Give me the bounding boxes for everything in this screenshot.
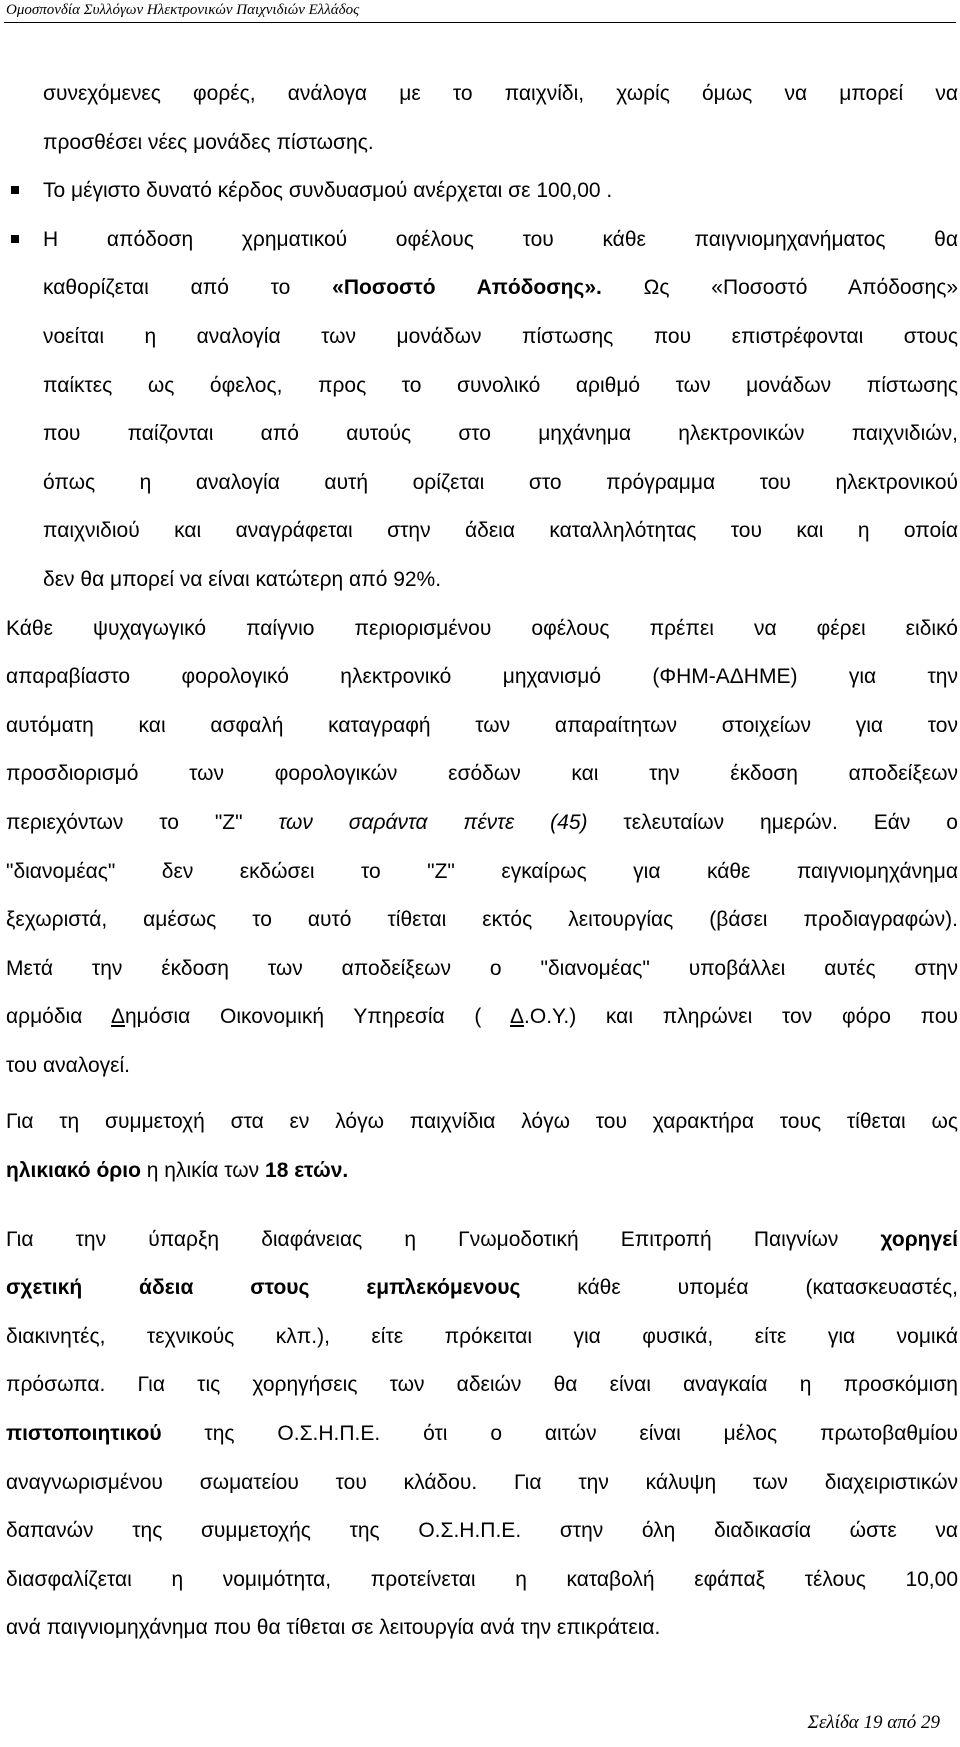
text-line: απαραβίαστο φορολογικό ηλεκτρονικό μηχανισμό (ΦΗΜ-ΑΔΗΜΕ) για την	[6, 665, 958, 689]
underlined-letter: Δ	[510, 1005, 525, 1029]
text-line: Κάθε ψυχαγωγικό παίγνιο περιορισμένου οφέλους πρέπει να φέρει ειδικό	[6, 616, 958, 640]
text-line	[6, 1147, 958, 1196]
text-line: Μετά την έκδοση των αποδείξεων ο "διανομέας" υποβάλλει αυτές στην	[6, 956, 958, 980]
bullet-text: Η απόδοση χρηματικού οφέλους του κάθε παιγνιομηχανήματος θα	[43, 227, 958, 251]
text-run: καθορίζεται από το	[43, 276, 333, 300]
text-line: ξεχωριστά, αμέσως το αυτό τίθεται εκτός λειτουργίας (βάσει προδιαγραφών).	[6, 908, 958, 932]
italic-run: των σαράντα πέντε (45)	[278, 810, 588, 834]
text-line: νοείται η αναλογία των μονάδων πίστωσης που επιστρέφονται στους	[43, 324, 958, 348]
text-line: διασφαλίζεται η νομιμότητα, προτείνεται η καταβολή εφάπαξ τέλους 10,00	[6, 1567, 958, 1591]
text-line	[6, 264, 958, 313]
text-line: συνεχόμενες φορές, ανάλογα με το παιχνίδι, χωρίς όμως να μπορεί να	[43, 82, 958, 105]
text-line: παιχνιδιού και αναγράφεται στην άδεια καταλληλότητας του και η οποία	[43, 519, 958, 543]
text-line	[6, 1264, 958, 1313]
text-line: του αναλογεί.	[6, 1053, 131, 1077]
text-line: διακινητές, τεχνικούς κλπ.), είτε πρόκειται για φυσικά, είτε για νομικά	[6, 1324, 958, 1348]
text-run: περιεχόντων το "Ζ"	[6, 810, 279, 834]
text-line: όπως η αναλογία αυτή ορίζεται στο πρόγραμμα του ηλεκτρονικού	[43, 470, 958, 494]
bullet-max-gain	[6, 167, 958, 216]
text-line: Για τη συμμετοχή στα εν λόγω παιχνίδια λόγω του χαρακτήρα τους τίθεται ως	[6, 1110, 958, 1134]
text-line: προσθέσει νέες μονάδες πίστωσης.	[43, 130, 374, 154]
bold-term: χορηγεί	[880, 1227, 958, 1251]
bold-term: «Ποσοστό Απόδοσης».	[332, 276, 602, 300]
text-run: .Ο.Υ.) και πληρώνει τον φόρο που	[524, 1005, 958, 1029]
text-line	[6, 993, 958, 1042]
text-run: αρμόδια	[6, 1005, 111, 1029]
running-header: Ομοσπονδία Συλλόγων Ηλεκτρονικών Παιχνιδιών Ελλάδος	[6, 2, 360, 18]
bullet-square-icon	[11, 186, 19, 194]
text-line: δεν θα μπορεί να είναι κατώτερη από 92%.	[43, 567, 442, 591]
bullet-square-icon	[11, 235, 19, 243]
text-line: δαπανών της συμμετοχής της Ο.Σ.Η.Π.Ε. στην όλη διαδικασία ώστε να	[6, 1519, 958, 1543]
text-line: αναγνωρισμένου σωματείου του κλάδου. Για την κάλυψη των διαχειριστικών	[6, 1470, 958, 1494]
text-run: ημόσια Οικονομική Υπηρεσία (	[125, 1005, 510, 1029]
bold-term: σχετική άδεια στους εμπλεκόμενους	[6, 1276, 521, 1300]
text-line: πρόσωπα. Για τις χορηγήσεις των αδειών θα είναι αναγκαία η προσκόμιση	[6, 1373, 958, 1397]
text-line	[6, 1216, 958, 1265]
text-line: παίκτες ως όφελος, προς το συνολικό αριθμό των μονάδων πίστωσης	[43, 373, 958, 397]
paragraph-gap	[6, 1196, 958, 1216]
bold-term: 18 ετών.	[265, 1159, 349, 1183]
text-run: κάθε υπομέα (κατασκευαστές,	[520, 1276, 958, 1300]
text-line	[6, 799, 958, 848]
text-run: η ηλικία των	[140, 1159, 266, 1183]
text-run: Για την ύπαρξη διαφάνειας η Γνωμοδοτική Επιτροπή Παιγνίων	[6, 1227, 881, 1251]
text-line: αυτόματη και ασφαλή καταγραφή των απαραίτητων στοιχείων για τον	[6, 713, 958, 737]
paragraph-gap	[6, 1090, 958, 1098]
underlined-letter: Δ	[110, 1005, 125, 1029]
text-run: τελευταίων ημερών. Εάν ο	[587, 810, 958, 834]
text-line: που παίζονται από αυτούς στο μηχάνημα ηλεκτρονικών παιχνιδιών,	[43, 422, 958, 446]
header-divider	[4, 22, 956, 23]
text-line: ανά παιγνιομηχάνημα που θα τίθεται σε λειτουργία ανά την επικράτεια.	[6, 1616, 661, 1640]
bold-term: ηλικιακό όριο	[6, 1159, 141, 1183]
document-body	[6, 70, 958, 1653]
text-line: προσδιορισμό των φορολογικών εσόδων και την έκδοση αποδείξεων	[6, 762, 958, 786]
bullet-payout	[6, 216, 958, 265]
bold-term: πιστοποιητικού	[6, 1422, 162, 1446]
text-run: της Ο.Σ.Η.Π.Ε. ότι ο αιτών είναι μέλος πρωτοβαθμίου	[161, 1422, 958, 1446]
bullet-text: Το μέγιστο δυνατό κέρδος συνδυασμού ανέρχεται σε 100,00 .	[43, 179, 613, 203]
text-line	[6, 1410, 958, 1459]
text-run: Ως «Ποσοστό Απόδοσης»	[601, 276, 959, 300]
page-number: Σελίδα 19 από 29	[807, 1712, 940, 1733]
text-line: "διανομέας" δεν εκδώσει το "Ζ" εγκαίρως για κάθε παιγνιομηχάνημα	[6, 859, 958, 883]
